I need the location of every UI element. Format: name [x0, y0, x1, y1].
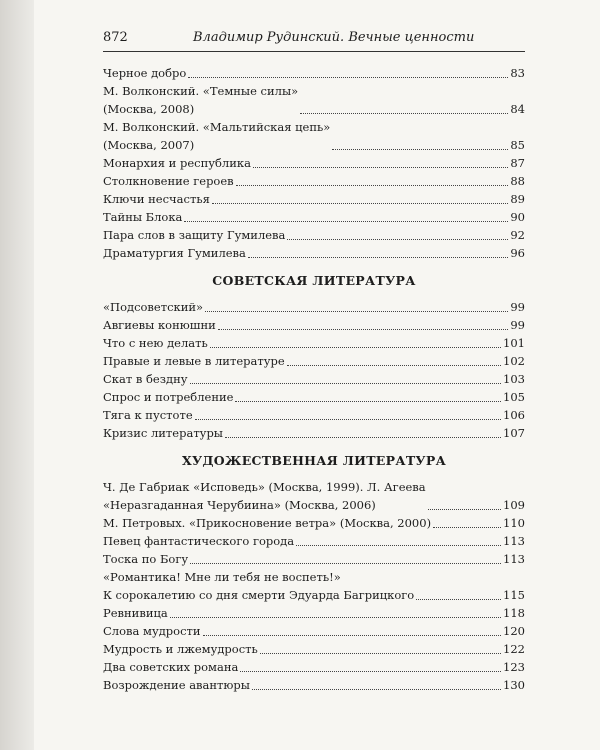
dot-leader — [184, 221, 508, 222]
section-heading: СОВЕТСКАЯ ЛИТЕРАТУРА — [212, 273, 416, 288]
toc-entry — [103, 568, 525, 604]
toc-entry — [103, 478, 525, 514]
toc-entry — [103, 424, 525, 442]
toc-entry-page: 103 — [503, 372, 525, 386]
toc-entry-page: 85 — [510, 138, 525, 152]
toc-entry — [103, 82, 525, 118]
toc-entry-title: Певец фантастического города — [103, 534, 295, 548]
dot-leader — [287, 239, 508, 240]
toc-entry-page: 101 — [503, 336, 525, 350]
dot-leader — [236, 185, 509, 186]
toc-entry-page: 107 — [503, 426, 525, 440]
dot-leader — [260, 653, 501, 654]
running-header — [103, 27, 525, 52]
dot-leader — [188, 77, 508, 78]
toc-entry — [103, 388, 525, 406]
toc-entry-title: Спрос и потребление — [103, 390, 234, 404]
toc-entry-title: Правые и левые в литературе — [103, 354, 285, 368]
toc-entry-page: 84 — [510, 102, 525, 116]
toc-entry-page: 89 — [510, 192, 525, 206]
dot-leader — [190, 383, 502, 384]
toc-entry — [103, 244, 525, 262]
toc-entry-title: Два советских романа — [103, 660, 239, 674]
toc-entry-page: 87 — [510, 156, 525, 170]
toc-entry — [103, 622, 525, 640]
toc-entry-page: 88 — [510, 174, 525, 188]
dot-leader — [248, 257, 508, 258]
page-gutter-shadow — [0, 0, 34, 750]
toc-entry-title: Ключи несчастья — [103, 192, 210, 206]
toc-entry-page: 99 — [510, 300, 525, 314]
toc-entry-page: 102 — [503, 354, 525, 368]
toc-entry-title: Ревнивица — [103, 606, 168, 620]
toc-entry-page: 115 — [503, 588, 525, 602]
toc-entry-page: 110 — [503, 516, 525, 530]
toc-entry-title: Монархия и республика — [103, 156, 251, 170]
dot-leader — [252, 689, 501, 690]
toc-entry — [103, 190, 525, 208]
toc-entry-title: М. Волконский. «Мальтийская цепь» (Москва, 2007) — [103, 120, 331, 152]
dot-leader — [190, 563, 501, 564]
dot-leader — [416, 599, 501, 600]
dot-leader — [218, 329, 509, 330]
toc-entry — [103, 514, 525, 532]
toc-entry-page: 118 — [503, 606, 525, 620]
toc-entry — [103, 406, 525, 424]
toc-entry-title: Слова мудрости — [103, 624, 201, 638]
toc-entry-page: 120 — [503, 624, 525, 638]
dot-leader — [195, 419, 501, 420]
toc-entry — [103, 118, 525, 154]
dot-leader — [205, 311, 508, 312]
toc-entry-title: Тоска по Богу — [103, 552, 189, 566]
toc-entry-page: 99 — [510, 318, 525, 332]
toc-entry-page: 113 — [503, 552, 525, 566]
dot-leader — [332, 149, 508, 150]
dot-leader — [253, 167, 508, 168]
dot-leader — [212, 203, 509, 204]
dot-leader — [235, 401, 501, 402]
toc-entry — [103, 172, 525, 190]
toc-entry-page: 130 — [503, 678, 525, 692]
toc-entry-page: 123 — [503, 660, 525, 674]
toc-entry — [103, 370, 525, 388]
toc-entry — [103, 604, 525, 622]
dot-leader — [170, 617, 501, 618]
toc-entry-title: М. Волконский. «Темные силы» (Москва, 2008) — [103, 84, 299, 116]
toc-entry — [103, 550, 525, 568]
toc-entry — [103, 154, 525, 172]
toc-entry — [103, 298, 525, 316]
dot-leader — [225, 437, 501, 438]
toc-entry — [103, 532, 525, 550]
toc-entry-page: 105 — [503, 390, 525, 404]
toc-entry — [103, 316, 525, 334]
section-heading: ХУДОЖЕСТВЕННАЯ ЛИТЕРАТУРА — [181, 453, 447, 468]
toc-entry-page: 92 — [510, 228, 525, 242]
toc-entry-title: «Подсоветский» — [103, 300, 204, 314]
dot-leader — [210, 347, 501, 348]
toc-entry — [103, 676, 525, 694]
dot-leader — [296, 545, 501, 546]
toc-entry — [103, 640, 525, 658]
toc-entry-title: Авгиевы конюшни — [103, 318, 216, 332]
toc-entry-title: Мудрость и лжемудрость — [103, 642, 258, 656]
toc-entry-title: Драматургия Гумилева — [103, 246, 246, 260]
toc-entry-page: 113 — [503, 534, 525, 548]
dot-leader — [433, 527, 501, 528]
toc-entry-title: Пара слов в защиту Гумилева — [103, 228, 286, 242]
toc-entry — [103, 658, 525, 676]
dot-leader — [203, 635, 501, 636]
toc-entry-title: Тяга к пустоте — [103, 408, 193, 422]
toc-entry — [103, 334, 525, 352]
dot-leader — [300, 113, 508, 114]
toc-entry-title: М. Петровых. «Прикосновение ветра» (Москва, 2000) — [103, 516, 432, 530]
toc-entry-page: 106 — [503, 408, 525, 422]
toc-entry-title: Что с нею делать — [103, 336, 208, 350]
toc-entry-title: Тайны Блока — [103, 210, 183, 224]
toc-entry — [103, 226, 525, 244]
toc-entry-title: Кризис литературы — [103, 426, 223, 440]
dot-leader — [287, 365, 501, 366]
toc-entry-page: 83 — [510, 66, 525, 80]
page-number: 872 — [103, 30, 128, 45]
toc-entry-title: «Романтика! Мне ли тебя не воспеть!» К сорокалетию со дня смерти Эдуарда Багрицкого — [103, 570, 415, 602]
dot-leader — [428, 509, 501, 510]
toc-entry-page: 122 — [503, 642, 525, 656]
running-title: Владимир Рудинский. Вечные ценности — [193, 30, 475, 45]
toc-entry — [103, 64, 525, 82]
dot-leader — [240, 671, 501, 672]
toc-entry-page: 96 — [510, 246, 525, 260]
table-of-contents — [103, 64, 525, 694]
toc-entry — [103, 208, 525, 226]
toc-entry-title: Черное добро — [103, 66, 187, 80]
toc-entry-page: 109 — [503, 498, 525, 512]
toc-entry-page: 90 — [510, 210, 525, 224]
toc-entry — [103, 352, 525, 370]
toc-entry-title: Ч. Де Габриак «Исповедь» (Москва, 1999). Л. Агеева «Неразгаданная Черубиина» (Москва, 2006) — [103, 480, 426, 512]
toc-entry-title: Столкновение героев — [103, 174, 234, 188]
toc-entry-title: Скат в бездну — [103, 372, 188, 386]
toc-entry-title: Возрождение авантюры — [103, 678, 250, 692]
